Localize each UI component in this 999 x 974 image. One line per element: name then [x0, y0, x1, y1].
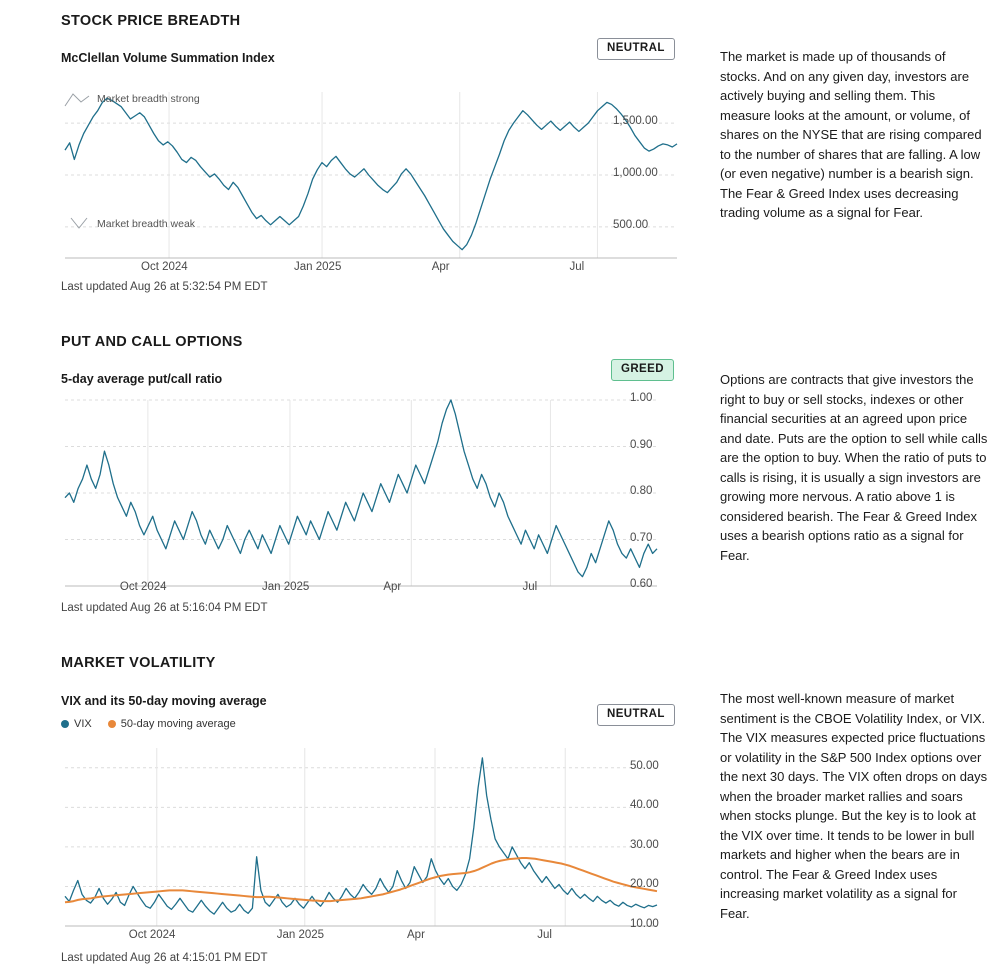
- chart-annotations: [65, 93, 200, 230]
- y-tick-label: 500.00: [613, 218, 649, 231]
- chart-annotation: Market breadth weak: [97, 218, 196, 230]
- chart-breadth-svg: [61, 72, 681, 272]
- y-tick-label: 20.00: [630, 878, 659, 891]
- x-tick-label: Jan 2025: [261, 581, 310, 593]
- description-putcall: Options are contracts that give investors the right to buy or sell stocks, indexes or other financial securities at an agreed upon price and date. Puts are the option to sell while calls are the option to buy. When the ratio of puts to calls is rising, it is usually a sign investors are growing more nervous. A ratio above 1 is considered bearish. The Fear & Greed Index uses a bearish options ratio as a signal for Fear.: [720, 372, 988, 563]
- y-tick-label: 10.00: [630, 918, 659, 930]
- x-tick-label: Jan 2025: [276, 929, 325, 941]
- legend-dot-moving-average: [108, 720, 116, 728]
- last-updated-volatility: Last updated Aug 26 at 4:15:01 PM EDT: [61, 952, 268, 964]
- y-tick-label: 30.00: [630, 838, 659, 851]
- chart-x-axis-labels-putcall: [61, 581, 661, 597]
- x-tick-label: Jul: [522, 581, 538, 593]
- y-tick-label: 50.00: [630, 759, 659, 772]
- y-tick-label: 0.60: [630, 578, 653, 590]
- y-tick-label: 1,500.00: [613, 115, 658, 128]
- chart-volatility-svg: [61, 738, 661, 938]
- x-tick-label: Jul: [537, 929, 552, 941]
- chart-subtitle-volatility: VIX and its 50-day moving average: [61, 694, 267, 708]
- chart-subtitle-breadth: McClellan Volume Summation Index: [61, 51, 275, 65]
- chart-series: [65, 758, 657, 914]
- y-tick-label: 0.90: [630, 438, 653, 451]
- last-updated-breadth: Last updated Aug 26 at 5:32:54 PM EDT: [61, 281, 268, 293]
- chart-y-axis-labels-putcall: [630, 388, 710, 598]
- section-market-volatility: [0, 642, 999, 974]
- section-title-breadth: STOCK PRICE BREADTH: [61, 13, 241, 29]
- x-tick-label: Apr: [383, 581, 402, 593]
- chart-breadth: [61, 72, 681, 272]
- x-tick-label: Jan 2025: [294, 261, 342, 273]
- x-tick-label: Oct 2024: [119, 581, 167, 593]
- y-tick-label: 0.70: [630, 531, 653, 544]
- chart-legend-volatility: [61, 718, 246, 730]
- chart-annotation: Market breadth strong: [97, 93, 200, 105]
- legend-item-vix: [61, 718, 92, 730]
- section-title-volatility: MARKET VOLATILITY: [61, 655, 216, 671]
- section-stock-price-breadth: [0, 0, 999, 320]
- y-tick-label: 1,000.00: [613, 167, 658, 179]
- y-tick-label: 1.00: [630, 392, 653, 404]
- last-updated-putcall: Last updated Aug 26 at 5:16:04 PM EDT: [61, 602, 268, 614]
- x-tick-label: Apr: [407, 929, 425, 941]
- chart-putcall: [61, 388, 661, 598]
- description-volatility: The most well-known measure of market sentiment is the CBOE Volatility Index, or VIX. The VIX measures expected price fluctuations or volatility in the S&P 500 Index options over the next 30 days. The VIX often drops on days when the broader market rallies and soars when stocks plunge. But the key is to look at the VIX over time. It tends to be lower in bull markets and higher when the bears are in control. The Fear & Greed Index uses increasing market volatility as a signal for Fear.: [720, 691, 988, 921]
- chart-y-axis-labels-volatility: [630, 738, 710, 938]
- y-tick-label: 0.80: [630, 485, 653, 497]
- status-badge-breadth: NEUTRAL: [597, 38, 675, 60]
- legend-label-vix: VIX: [74, 718, 92, 730]
- x-tick-label: Apr: [431, 261, 450, 273]
- chart-subtitle-putcall: 5-day average put/call ratio: [61, 372, 223, 386]
- chart-volatility: [61, 738, 661, 938]
- y-tick-label: 40.00: [630, 799, 659, 812]
- section-title-putcall: PUT AND CALL OPTIONS: [61, 334, 243, 350]
- chart-putcall-svg: [61, 388, 661, 598]
- x-tick-label: Jul: [569, 261, 585, 273]
- chart-x-axis-labels-breadth: [61, 261, 681, 277]
- chart-x-axis-labels-volatility: [61, 929, 661, 945]
- chart-y-axis-labels-breadth: [613, 72, 693, 272]
- chart-gridlines: [65, 92, 677, 258]
- status-badge-volatility: NEUTRAL: [597, 704, 675, 726]
- chart-gridlines: [65, 400, 657, 586]
- status-badge-putcall: GREED: [611, 359, 674, 381]
- section-put-and-call-options: [0, 321, 999, 641]
- description-breadth: The market is made up of thousands of stocks. And on any given day, investors are actively buying and selling them. This measure looks at the amount, or volume, of shares on the NYSE that are rising compared to the number of shares that are falling. A low (or even negative) number is a bearish sign. The Fear & Greed Index uses decreasing trading volume as a signal for Fear.: [720, 49, 982, 220]
- legend-dot-vix: [61, 720, 69, 728]
- x-tick-label: Oct 2024: [141, 261, 188, 273]
- legend-label-moving-average: 50-day moving average: [120, 718, 236, 730]
- chart-series: [65, 400, 657, 577]
- annotation-marker-strong: [65, 94, 89, 106]
- x-tick-label: Oct 2024: [128, 929, 176, 941]
- legend-item-moving-average: [108, 718, 236, 730]
